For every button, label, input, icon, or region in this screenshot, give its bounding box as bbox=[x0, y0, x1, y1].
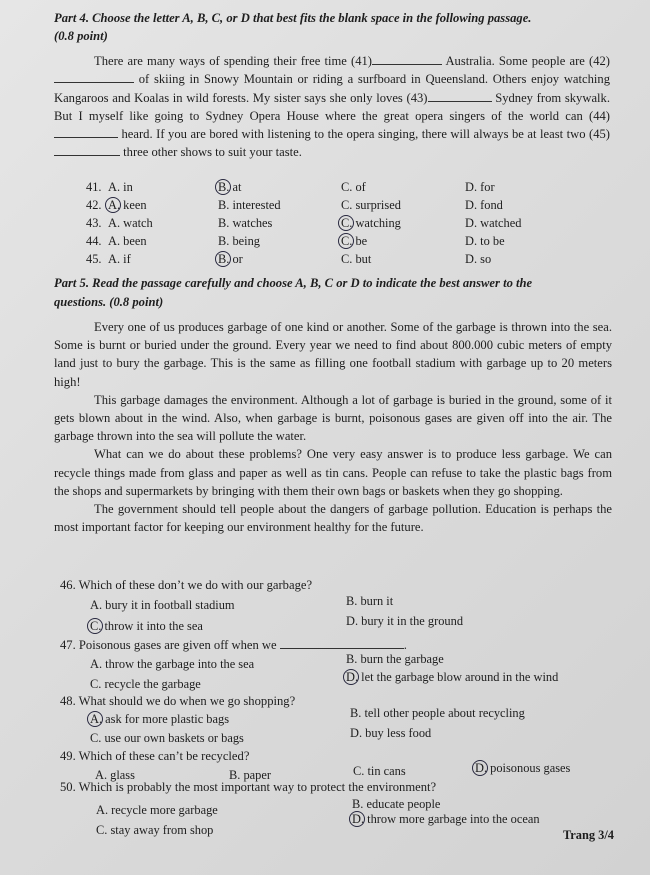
option-d[interactable]: D. so bbox=[465, 252, 492, 266]
answer-circle bbox=[343, 669, 359, 685]
passage-paragraph: What can we do about these problems? One very easy answer is to produce less garbage. We can recycle things made from glass and paper as well as tin cans. People can refuse to take the plastic bags from the shops and supermarkets by bringing with them their own bags or baskets when they go shopping. bbox=[54, 447, 612, 498]
option-d[interactable]: D. watched bbox=[465, 216, 522, 230]
blank-45 bbox=[54, 144, 120, 156]
option-b[interactable]: B. or bbox=[218, 251, 243, 267]
option-a[interactable]: A. bury it in football stadium bbox=[90, 598, 235, 612]
option-a[interactable]: A. ask for more plastic bags bbox=[90, 711, 229, 727]
passage-text: three other shows to suit your taste. bbox=[120, 145, 302, 160]
answer-circle bbox=[87, 711, 103, 727]
option-c[interactable]: C. tin cans bbox=[353, 764, 406, 778]
option-b[interactable]: B. tell other people about recycling bbox=[350, 706, 525, 720]
option-a[interactable]: A. if bbox=[108, 252, 131, 266]
option-b[interactable]: B. burn it bbox=[346, 594, 394, 608]
answer-circle bbox=[215, 251, 231, 267]
passage-text: Australia. Some people are (42) bbox=[441, 54, 610, 68]
option-c[interactable]: C. throw it into the sea bbox=[90, 618, 203, 634]
part5-points: questions. (0.8 point) bbox=[54, 295, 164, 309]
part5-passage bbox=[54, 318, 612, 536]
question-48-stem: 48. What should we do when we go shopping? bbox=[60, 694, 296, 708]
answer-circle bbox=[87, 618, 103, 634]
option-d[interactable]: D. throw more garbage into the ocean bbox=[352, 811, 540, 827]
option-a[interactable]: A. keen bbox=[108, 197, 147, 213]
passage-text: of skiing in Snowy Mountain or riding a surfboard in Queensland. Others enjoy watching Kangaroos and Koalas in wild forests. My sister says she only loves (43) bbox=[54, 72, 610, 105]
question-number: 44. bbox=[86, 234, 102, 248]
option-d[interactable]: D. fond bbox=[465, 198, 503, 212]
part5-heading: Part 5. Read the passage carefully and choose A, B, C or D to indicate the best answer to the bbox=[54, 276, 533, 290]
option-b[interactable]: B. at bbox=[218, 179, 241, 195]
option-b[interactable]: B. watches bbox=[218, 216, 273, 230]
option-a[interactable]: A. watch bbox=[108, 216, 153, 230]
question-46-stem: 46. Which of these don’t we do with our garbage? bbox=[60, 578, 313, 592]
passage-paragraph: Every one of us produces garbage of one kind or another. Some of the garbage is thrown into the sea. Some is burnt or buried under the ground. Every year we need to find about 800.000 cubic meters of empty land just to bury the garbage. This is the same as filling one football stadium with garbage up to 20 meters high! bbox=[54, 320, 612, 389]
option-c[interactable]: C. be bbox=[341, 233, 367, 249]
option-c[interactable]: C. surprised bbox=[341, 198, 401, 212]
option-a[interactable]: A. been bbox=[108, 234, 147, 248]
option-d[interactable]: D. for bbox=[465, 180, 495, 194]
option-a[interactable]: A. glass bbox=[95, 768, 135, 782]
option-b[interactable]: B. educate people bbox=[352, 797, 441, 811]
part4-passage bbox=[54, 52, 610, 162]
question-47-stem: 47. Poisonous gases are given off when we . bbox=[60, 638, 407, 652]
blank-47 bbox=[280, 637, 404, 649]
blank-44 bbox=[54, 126, 118, 138]
option-a[interactable]: A. recycle more garbage bbox=[96, 803, 218, 817]
answer-circle bbox=[338, 215, 354, 231]
passage-text: There are many ways of spending their free time (41) bbox=[94, 54, 372, 68]
option-d[interactable]: D. buy less food bbox=[350, 726, 432, 740]
blank-42 bbox=[54, 71, 134, 83]
option-c[interactable]: C. of bbox=[341, 180, 366, 194]
option-d[interactable]: D. poisonous gases bbox=[475, 760, 570, 776]
page-number: Trang 3/4 bbox=[562, 828, 614, 842]
question-50-stem: 50. Which is probably the most important way to protect the environment? bbox=[60, 780, 437, 794]
question-49-stem: 49. Which of these can’t be recycled? bbox=[60, 749, 250, 763]
blank-43 bbox=[428, 90, 492, 102]
passage-text: heard. If you are bored with listening to the opera singing, there will always be at least two (45) bbox=[118, 127, 610, 142]
option-a[interactable]: A. throw the garbage into the sea bbox=[90, 657, 255, 671]
option-c[interactable]: C. recycle the garbage bbox=[90, 677, 201, 691]
option-c[interactable]: C. use our own baskets or bags bbox=[90, 731, 244, 745]
question-number: 42. bbox=[86, 198, 102, 212]
question-number: 43. bbox=[86, 216, 102, 230]
answer-circle bbox=[349, 811, 365, 827]
passage-text: Sydney from skywalk. But I myself like going to Sydney Opera House where the great opera singers of the world can (44) bbox=[54, 90, 610, 123]
option-b[interactable]: B. interested bbox=[218, 198, 281, 212]
passage-paragraph: The government should tell people about the dangers of garbage pollution. Education is perhaps the most important factor for keeping our environment healthy for the future. bbox=[54, 502, 612, 535]
passage-paragraph: This garbage damages the environment. Although a lot of garbage is buried in the ground, some of it gets blown about in the wind. Also, when garbage is burnt, poisonous gases are given off into the air. The garbage thrown into the sea will pollute the water. bbox=[54, 392, 612, 444]
option-d[interactable]: D. to be bbox=[465, 234, 505, 248]
option-b[interactable]: B. paper bbox=[229, 768, 271, 782]
option-b[interactable]: B. burn the garbage bbox=[346, 652, 444, 666]
blank-41 bbox=[372, 53, 442, 65]
part4-heading: Part 4. Choose the letter A, B, C, or D that best fits the blank space in the following passage. bbox=[54, 11, 532, 25]
question-number: 45. bbox=[86, 252, 102, 266]
option-b[interactable]: B. being bbox=[218, 234, 260, 248]
option-d[interactable]: D. let the garbage blow around in the wind bbox=[346, 669, 558, 685]
answer-circle bbox=[105, 197, 121, 213]
option-a[interactable]: A. in bbox=[108, 180, 133, 194]
part4-points: (0.8 point) bbox=[54, 29, 108, 43]
answer-circle bbox=[215, 179, 231, 195]
question-number: 41. bbox=[86, 180, 102, 194]
answer-circle bbox=[472, 760, 488, 776]
option-c[interactable]: C. stay away from shop bbox=[96, 823, 214, 837]
option-c[interactable]: C. but bbox=[341, 252, 372, 266]
option-c[interactable]: C. watching bbox=[341, 215, 401, 231]
answer-circle bbox=[338, 233, 354, 249]
option-d[interactable]: D. bury it in the ground bbox=[346, 614, 464, 628]
